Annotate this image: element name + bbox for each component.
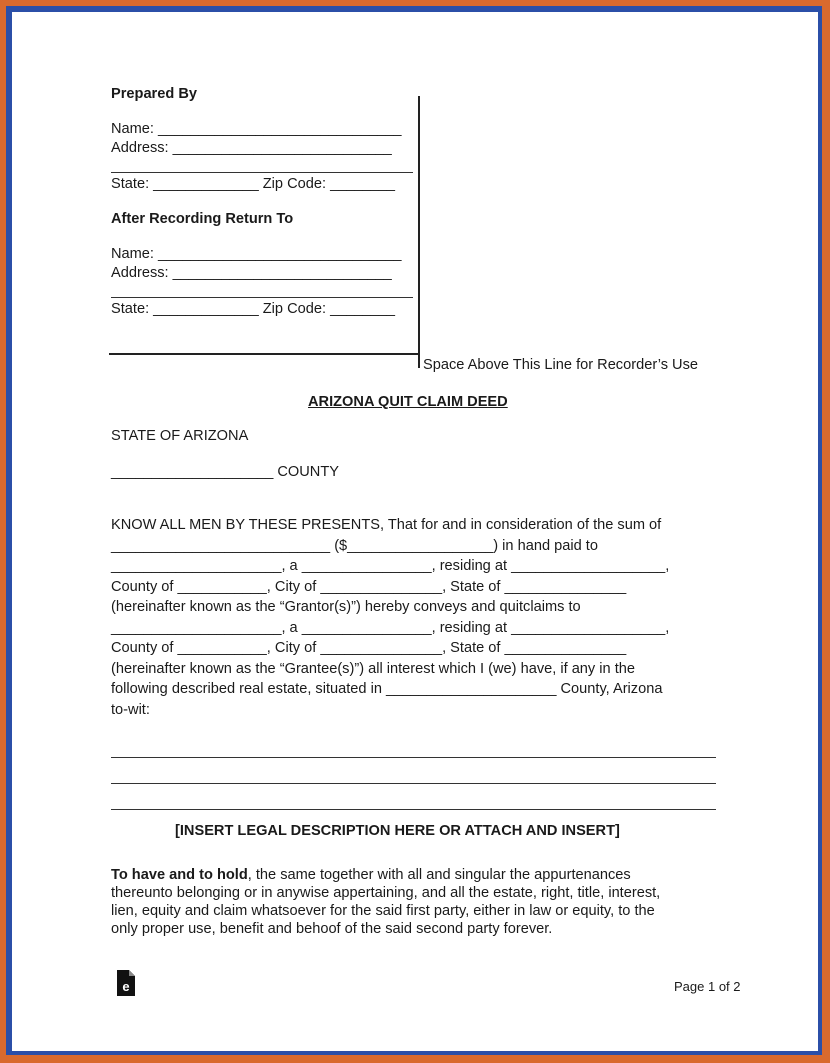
legal-description-line — [111, 757, 716, 758]
recorder-note: Space Above This Line for Recorder’s Use — [423, 357, 699, 373]
body-line: _____________________, a ________________, residing at ___________________, — [111, 620, 670, 636]
habendum-line-4: only proper use, benefit and behoof of the said second party forever. — [111, 921, 553, 937]
body-line: _____________________, a ________________, residing at ___________________, — [111, 558, 670, 574]
prepared-blank-line — [111, 172, 413, 173]
habendum-line-1 — [111, 866, 631, 884]
prepared-state-zip-line: State: _____________ Zip Code: ________ — [111, 176, 396, 192]
document-title: ARIZONA QUIT CLAIM DEED — [308, 394, 508, 410]
recorder-vertical-rule — [418, 96, 420, 368]
legal-description-line — [111, 809, 716, 810]
habendum-line-3: lien, equity and claim whatsoever for the said first party, either in law or equity, to the — [111, 903, 655, 919]
county-line: ____________________ COUNTY — [111, 464, 339, 480]
document-logo-icon — [116, 969, 136, 997]
body-line: ___________________________ ($__________________) in hand paid to — [111, 538, 598, 554]
habendum-line-1-rest: , the same together with all and singular the appurtenances — [247, 867, 631, 883]
return-address-line: Address: ___________________________ — [111, 265, 392, 281]
return-to-heading: After Recording Return To — [111, 211, 294, 227]
prepared-name-line: Name: ______________________________ — [111, 121, 402, 137]
body-line: KNOW ALL MEN BY THESE PRESENTS, That for and in consideration of the sum of — [111, 517, 662, 533]
body-line: County of ___________, City of _______________, State of _______________ — [111, 640, 627, 656]
document-page — [12, 12, 818, 1051]
body-line: (hereinafter known as the “Grantee(s)”) all interest which I (we) have, if any in the — [111, 661, 635, 677]
body-line: to-wit: — [111, 702, 150, 718]
body-line: following described real estate, situated in _____________________ County, Arizona — [111, 681, 663, 697]
habendum-lead: To have and to hold — [111, 867, 248, 883]
prepared-address-line: Address: ___________________________ — [111, 140, 392, 156]
habendum-line-2: thereunto belonging or in anywise appertaining, and all the estate, right, title, interest, — [111, 885, 661, 901]
logo-letter: e — [122, 979, 130, 994]
return-blank-line — [111, 297, 413, 298]
return-name-line: Name: ______________________________ — [111, 246, 402, 262]
return-state-zip-line: State: _____________ Zip Code: ________ — [111, 301, 396, 317]
legal-description-note: [INSERT LEGAL DESCRIPTION HERE OR ATTACH AND INSERT] — [175, 823, 620, 839]
legal-description-line — [111, 783, 716, 784]
body-line: County of ___________, City of _______________, State of _______________ — [111, 579, 627, 595]
state-line: STATE OF ARIZONA — [111, 428, 249, 444]
body-line: (hereinafter known as the “Grantor(s)”) hereby conveys and quitclaims to — [111, 599, 581, 615]
prepared-by-heading: Prepared By — [111, 86, 197, 102]
page-number: Page 1 of 2 — [674, 979, 741, 994]
recorder-horizontal-rule — [109, 353, 420, 355]
